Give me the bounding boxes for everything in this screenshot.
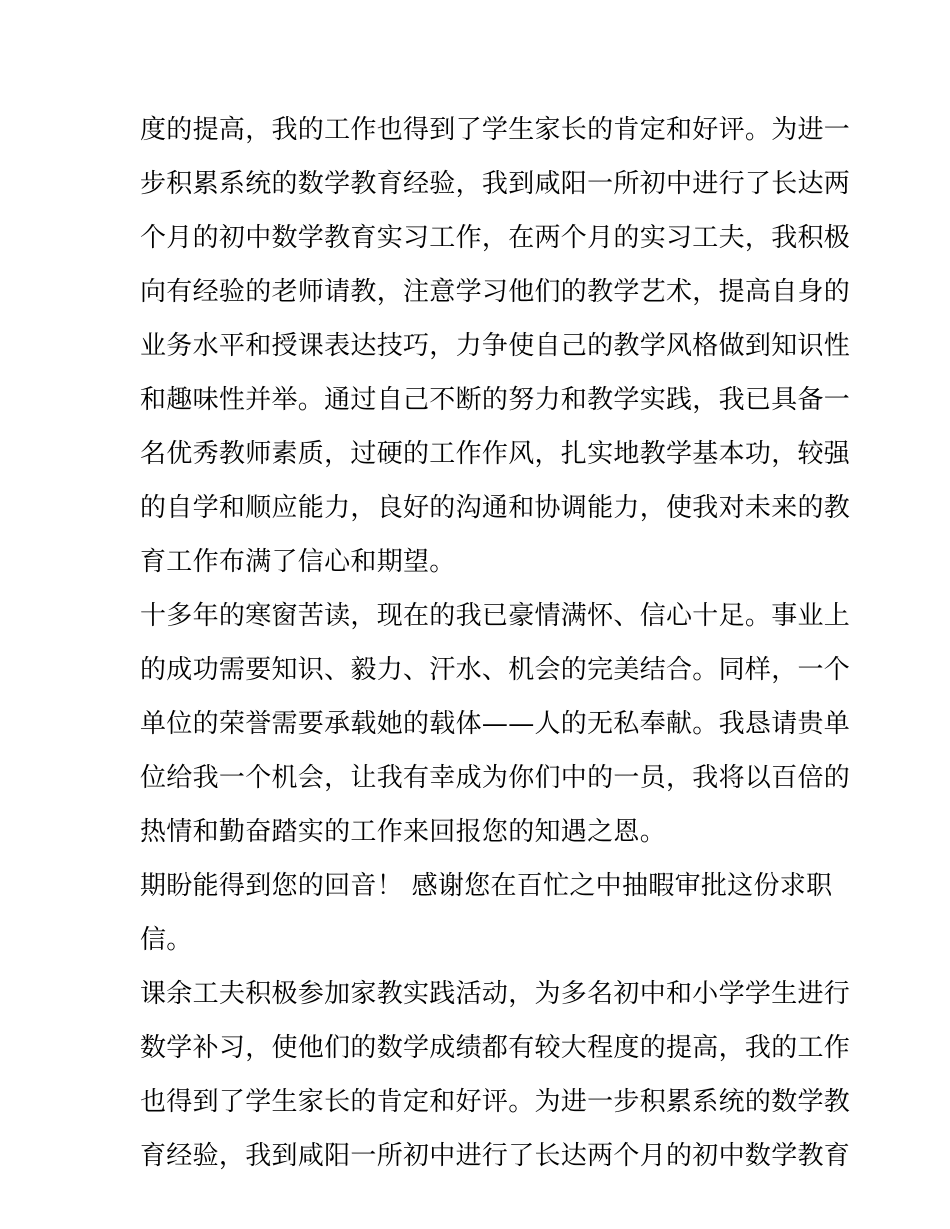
text-line: 步积累系统的数学教育经验，我到咸阳一所初中进行了长达两: [140, 169, 851, 199]
letter-body: [140, 103, 851, 1183]
text-line: 名优秀教师素质，过硬的工作作风，扎实地教学基本功，较强: [140, 439, 851, 469]
text-line: 的成功需要知识、毅力、汗水、机会的完美结合。同样，一个: [140, 655, 851, 685]
text-line: 热情和勤奋踏实的工作来回报您的知遇之恩。: [140, 817, 667, 847]
text-line: 十多年的寒窗苦读，现在的我已豪情满怀、信心十足。事业上: [140, 601, 851, 631]
text-line: 数学补习，使他们的数学成绩都有较大程度的提高，我的工作: [140, 1033, 851, 1063]
text-line: 也得到了学生家长的肯定和好评。为进一步积累系统的数学教: [140, 1087, 851, 1117]
text-line: 单位的荣誉需要承载她的载体——人的无私奉献。我恳请贵单: [140, 709, 851, 739]
text-line: 课余工夫积极参加家教实践活动，为多名初中和小学学生进行: [140, 979, 851, 1009]
text-line: 育工作布满了信心和期望。: [140, 547, 456, 577]
text-line: 向有经验的老师请教，注意学习他们的教学艺术，提高自身的: [140, 277, 851, 307]
text-line: 个月的初中数学教育实习工作，在两个月的实习工夫，我积极: [140, 223, 851, 253]
text-line: 和趣味性并举。通过自己不断的努力和教学实践，我已具备一: [140, 385, 851, 415]
text-line: 期盼能得到您的回音！ 感谢您在百忙之中抽暇审批这份求职: [140, 871, 833, 901]
text-line: 位给我一个机会，让我有幸成为你们中的一员，我将以百倍的: [140, 763, 851, 793]
text-line: 信。: [140, 925, 193, 955]
text-line: 育经验，我到咸阳一所初中进行了长达两个月的初中数学教育: [140, 1141, 851, 1171]
text-line: 度的提高，我的工作也得到了学生家长的肯定和好评。为进一: [140, 115, 851, 145]
text-line: 业务水平和授课表达技巧，力争使自己的教学风格做到知识性: [140, 331, 851, 361]
text-line: 的自学和顺应能力，良好的沟通和协调能力，使我对未来的教: [140, 493, 851, 523]
